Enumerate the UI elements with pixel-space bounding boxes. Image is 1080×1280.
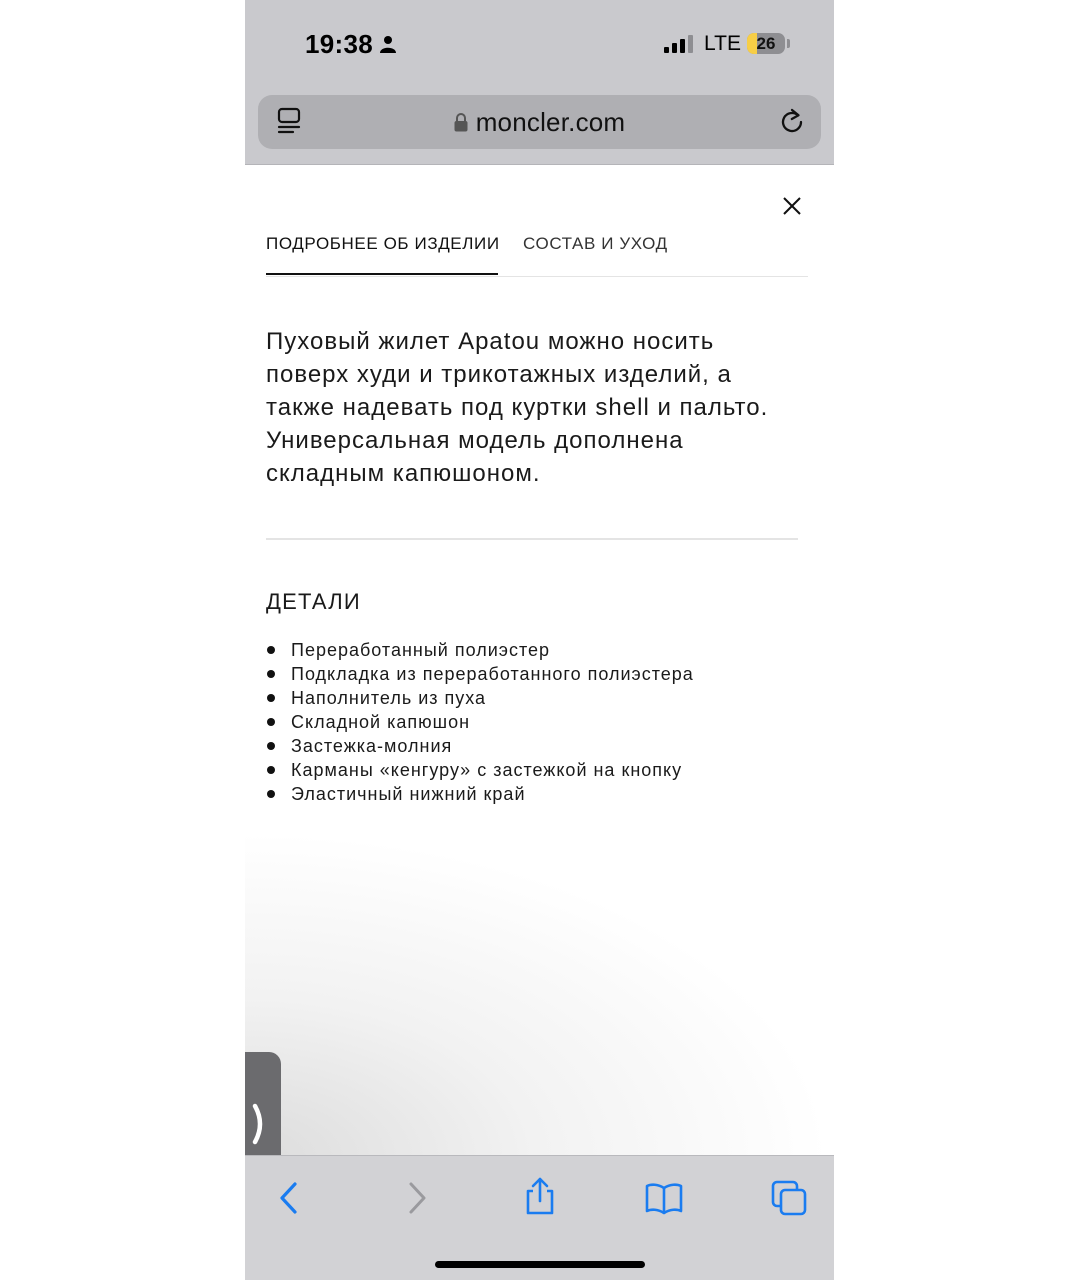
background-shade (245, 830, 834, 1160)
detail-text: Эластичный нижний край (291, 784, 526, 804)
share-icon[interactable] (520, 1176, 560, 1216)
details-list-item (266, 662, 806, 686)
forward-icon[interactable] (397, 1178, 437, 1218)
detail-text: Застежка-молния (291, 736, 453, 756)
bullet (267, 646, 275, 654)
bullet (267, 694, 275, 702)
bullet (267, 742, 275, 750)
details-list-item (266, 734, 806, 758)
bookmarks-icon[interactable] (644, 1178, 684, 1218)
close-icon[interactable] (781, 195, 803, 217)
detail-text: Переработанный полиэстер (291, 640, 551, 660)
address-bar[interactable] (258, 95, 821, 149)
person-icon (379, 35, 397, 53)
url-text[interactable]: moncler.com (475, 106, 626, 137)
bullet (267, 718, 275, 726)
browser-top-chrome (245, 0, 834, 165)
bullet (267, 670, 275, 678)
section-divider (266, 538, 798, 540)
active-tab-underline (266, 273, 498, 275)
reload-icon[interactable] (777, 107, 807, 137)
details-list-item (266, 638, 806, 662)
details-heading: ДЕТАЛИ (266, 589, 361, 614)
lock-icon (454, 112, 468, 132)
url-container[interactable] (258, 95, 821, 149)
detail-text: Подкладка из переработанного полиэстера (291, 664, 694, 684)
signal-icon (664, 35, 694, 53)
detail-text: Наполнитель из пуха (291, 688, 487, 708)
details-list-item (266, 686, 806, 710)
detail-text: Карманы «кенгуру» с застежкой на кнопку (291, 760, 683, 780)
carrier-label: LTE (704, 32, 741, 55)
back-icon[interactable] (270, 1178, 310, 1218)
tabs-icon[interactable] (769, 1178, 809, 1218)
product-info-tabs (266, 228, 808, 277)
product-description: Пуховый жилет Apatou можно носить поверх худи и трикотажных изделий, а также надевать под куртки shell и пальто. Универсальная модель дополнена складным капюшоном. (266, 328, 769, 487)
status-time: 19:38 (305, 29, 373, 59)
battery-level: 26 (756, 34, 776, 53)
battery-indicator (747, 33, 785, 54)
bullet (267, 766, 275, 774)
details-list-item (266, 758, 806, 782)
home-indicator[interactable] (435, 1261, 645, 1268)
chevron-right-icon (251, 1102, 271, 1146)
tab-composition-care[interactable]: СОСТАВ И УХОД (523, 234, 668, 253)
battery-nub (787, 39, 790, 48)
details-list (266, 638, 806, 806)
detail-text: Складной капюшон (291, 712, 471, 732)
phone-screen (245, 0, 834, 1280)
tab-product-details[interactable]: ПОДРОБНЕЕ ОБ ИЗДЕЛИИ (266, 234, 500, 253)
details-list-item (266, 782, 806, 806)
bullet (267, 790, 275, 798)
details-list-item (266, 710, 806, 734)
